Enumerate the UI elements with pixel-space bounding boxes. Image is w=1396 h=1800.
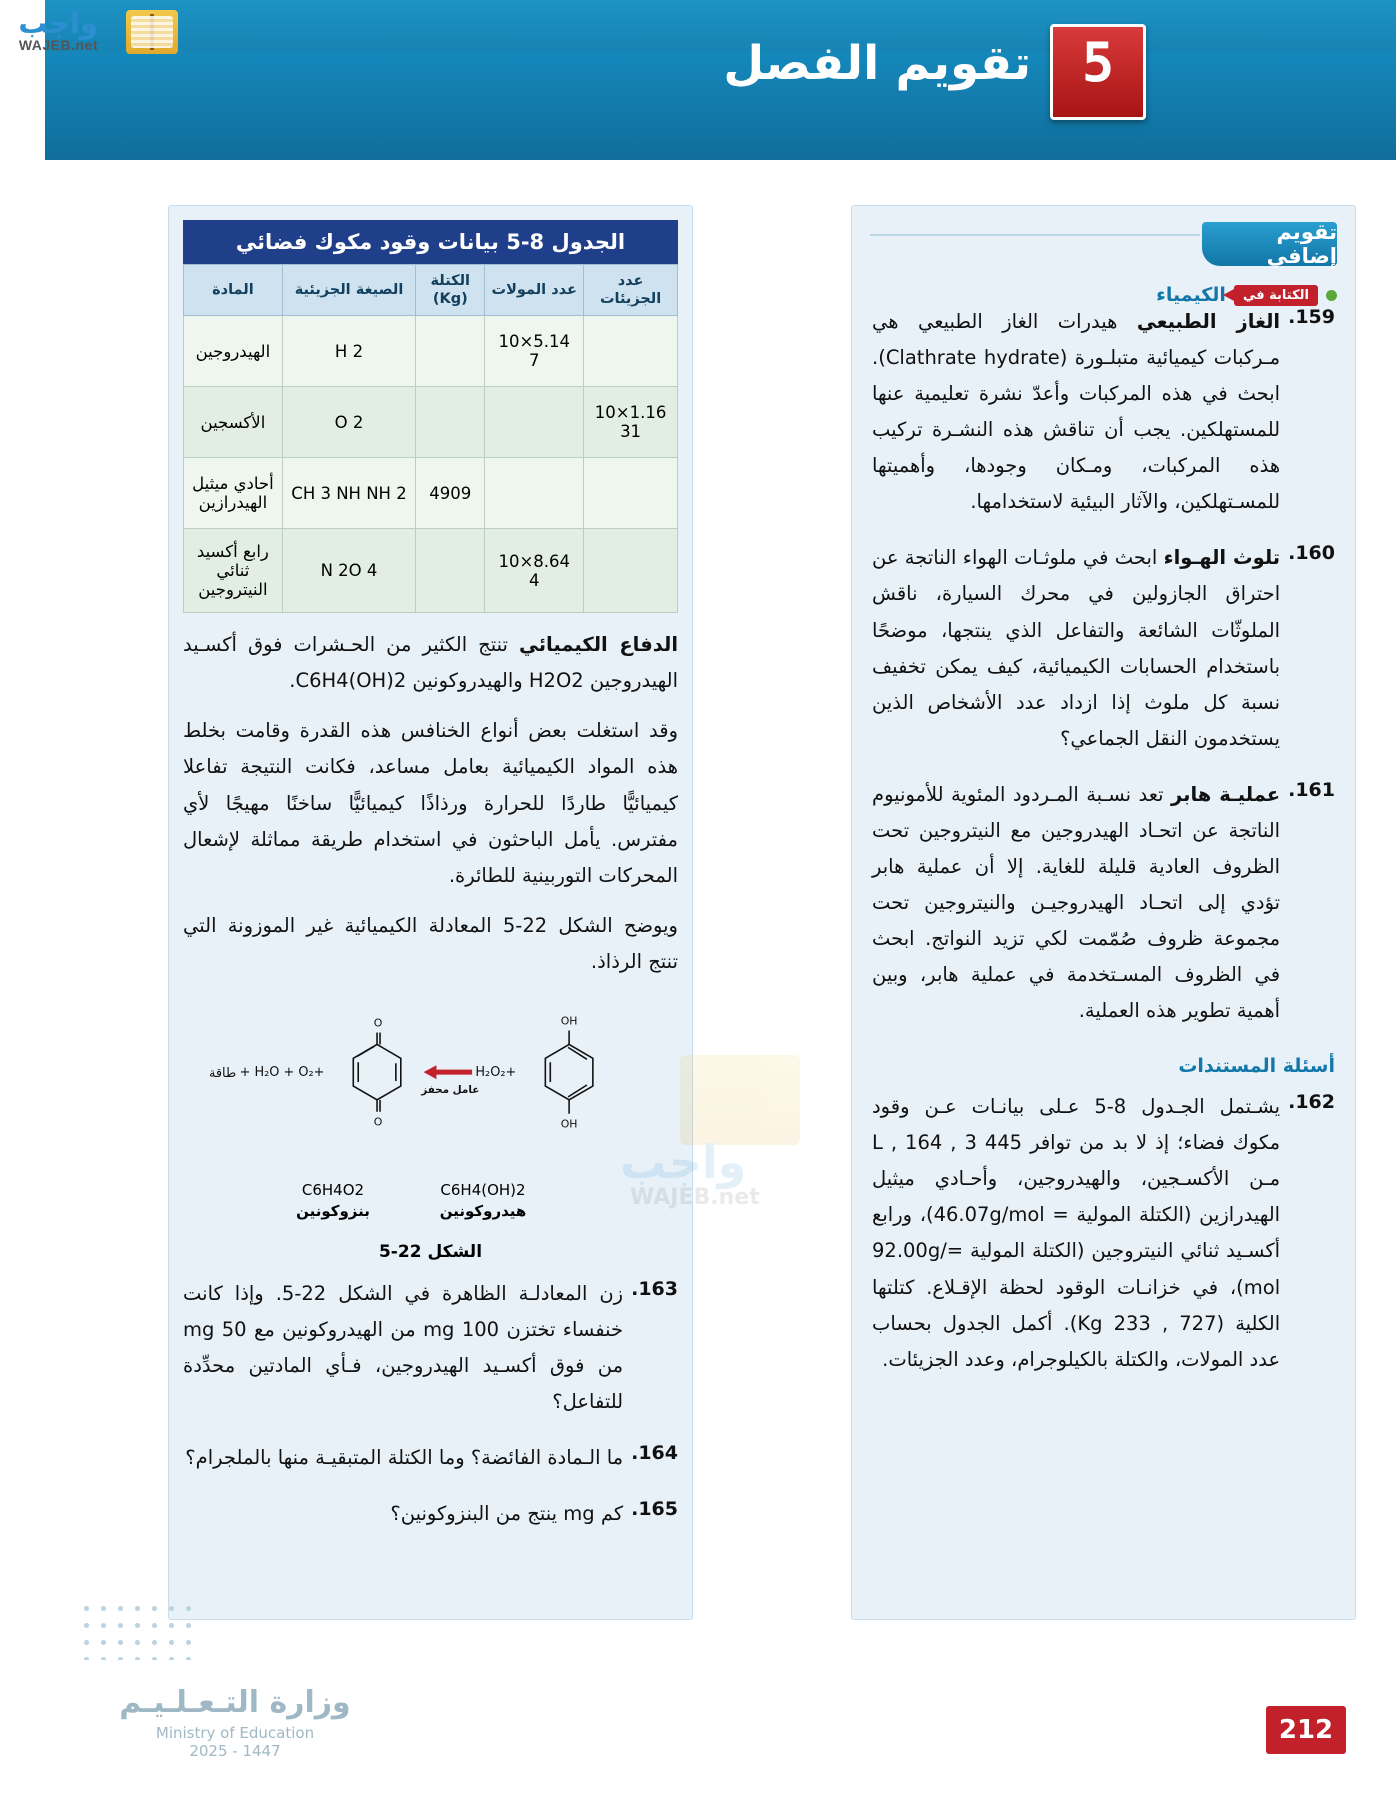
- figure-formula-left: C6H4(OH)2: [440, 1180, 526, 1199]
- question-body: تعد نسـبة المـردود المئوية للأمونيوم الناتجة عن اتحـاد الهيدروجين مع النيتروجين تحت الظروف العادية قليلة للغاية. إلا أن عملية هابر تؤدي إلى اتحـاد الهيدروجيـن والنيتروجين تحت مجموعة ظروف صُمّمت لكي تزيد النواتج. ابحث في الظروف المسـتخدمة في عملية هابر، وبين أهمية تطوير هذه العملية.: [872, 782, 1281, 1023]
- cell-mass: [416, 387, 485, 458]
- list-item: [183, 1276, 678, 1420]
- svg-text:+H₂O + O₂ +: +H₂O + O₂ +: [239, 1064, 325, 1080]
- question-number: 159.: [1288, 306, 1335, 328]
- header-blue-inner: [45, 52, 1396, 160]
- cell-moles: [485, 387, 584, 458]
- writing-label: الكيمياء: [1156, 284, 1226, 306]
- paragraph-beetles: وقد استغلت بعض أنواع الخنافس هذه القدرة وقامت بخلط هذه المواد الكيميائية بعامل مساعد، فكانت النتيجة تفاعلا كيميائيًّا طاردًا للحرارة ورذاذًا كيميائيًّا ساخنًا مهيجًا لأي مفترس. يأمل الباحثون في استخدام طريقة مماثلة لإشعال المحركات التوربينية للطائرة.: [183, 719, 678, 887]
- list-item: [872, 304, 1335, 520]
- question-text: [872, 540, 1280, 756]
- question-number: 164.: [631, 1442, 678, 1465]
- cell-material: رابع أكسيد ثنائي النيتروجين: [184, 529, 283, 613]
- table-row: [184, 458, 678, 529]
- svg-text:+H₂O₂: +H₂O₂: [475, 1064, 517, 1080]
- question-text: زن المعادلـة الظاهرة في الشكل 22-5. وإذا كانت خنفساء تختزن 100 mg من الهيدروكونين مع 50 mg من فوق أكسـيد الهيدروجين، فـأي المادتين محدِّدة للتفاعل؟: [183, 1281, 624, 1413]
- list-item: [183, 1496, 678, 1532]
- svg-text:OH: OH: [560, 1014, 578, 1028]
- table-row: [184, 387, 678, 458]
- cell-molecules: 1.16×10 31: [584, 387, 678, 458]
- question-number: 161.: [1288, 778, 1335, 801]
- site-logo: [6, 4, 176, 60]
- paragraph-chemical-defense: [183, 627, 678, 699]
- table-header-cell: الكتلة (Kg): [416, 265, 485, 316]
- cell-molecules: [584, 458, 678, 529]
- ministry-name-en: Ministry of Education: [155, 1724, 315, 1742]
- svg-text:طاقة: طاقة: [208, 1065, 237, 1081]
- cell-molecules: [584, 529, 678, 613]
- page-header: [0, 0, 1396, 175]
- question-list-left: [183, 1276, 678, 1532]
- watermark-book-icon: [680, 1055, 800, 1145]
- cell-mass: [416, 529, 485, 613]
- page-title: تقويم الفصل: [723, 36, 1031, 91]
- ministry-logo: [70, 1685, 400, 1760]
- writing-in-chemistry-heading: [1156, 284, 1337, 306]
- cell-formula: CH 3 NH NH 2: [282, 458, 415, 529]
- question-number: 165.: [631, 1498, 678, 1521]
- cell-formula: H 2: [282, 316, 415, 387]
- documents-section-heading: أسئلة المستندات: [1178, 1055, 1335, 1078]
- table-row: [184, 316, 678, 387]
- svg-text:OH: OH: [560, 1117, 578, 1131]
- svg-text:O: O: [373, 1115, 383, 1129]
- question-list-right: [872, 304, 1335, 1029]
- ministry-year: 2025 - 1447: [189, 1742, 281, 1760]
- cell-material: الأكسجين: [184, 387, 283, 458]
- question-body: ابحث في ملوثـات الهواء الناتجة عن احتراق الجازولين في محرك السيارة، ناقش الملوثّات الشائعة والتفاعل الذي ينتجها، موضحًا باستخدام الحسابات الكيميائية، كيف يمكن تخفيف نسبة كل ملوث إذا ازداد عدد الأشخاص الذين يستخدمون النقل الجماعي؟: [872, 546, 1281, 750]
- fuel-data-table: [183, 220, 678, 613]
- cell-material: الهيدروجين: [184, 316, 283, 387]
- site-logo-text: واجب: [18, 6, 98, 40]
- cell-mass: 4909: [416, 458, 485, 529]
- figure-formula-right: C6H4O2: [301, 1180, 365, 1199]
- reaction-figure: [183, 996, 678, 1176]
- table: [183, 264, 678, 613]
- svg-text:O: O: [373, 1016, 383, 1030]
- list-item: [872, 1089, 1335, 1378]
- writing-badge: الكتابة في: [1234, 285, 1318, 306]
- list-item: [872, 777, 1335, 1029]
- question-number: 163.: [631, 1277, 678, 1300]
- reaction-scheme-svg: [183, 996, 678, 1176]
- cell-mass: [416, 316, 485, 387]
- question-lead: الغاز الطبيعي: [1136, 310, 1281, 333]
- chapter-number: 5: [1081, 31, 1115, 94]
- book-icon: [126, 10, 178, 54]
- table-header-cell: عدد المولات: [485, 265, 584, 316]
- figure-name-right: بنزوكونين: [296, 1201, 370, 1220]
- cell-formula: O 2: [282, 387, 415, 458]
- reaction-arrow: [424, 1065, 473, 1079]
- decorative-dots: [78, 1600, 198, 1660]
- bullet-icon: [1326, 290, 1337, 301]
- question-body: هيدرات الغاز الطبيعي هي مـركبات كيميائية متبلـورة (Clathrate hydrate). ابحث في هذه المركبات وأعدّ نشرة تعليمية عنها للمستهلكين. يجب أن تناقش هذه النشـرة تركيب هذه المركبات، ومـكان وجودها، وأهميتها للمسـتهلكين، والآثار البيئية لاستخدامها.: [872, 310, 1281, 514]
- cell-material: أحادي ميثيل الهيدرازين: [184, 458, 283, 529]
- section-tab-additional-evaluation: تقويم إضافي: [1202, 222, 1337, 266]
- figure-label-benzoquinone: [258, 1180, 408, 1222]
- page-content: [0, 175, 1396, 1800]
- question-text: يشـتمل الجـدول 8-5 عـلى بيانـات عـن وقود مكوك فضاء؛ إذ لا بد من توافر 445 L , 164 , 3 مـن الأكسـجين، والهيدروجين، وأحـادي ميثيل الهيدرازين (الكتلة المولية = 46.07g/mol)، ورابع أكسـيد ثنائي النيتروجين (الكتلة المولية =92.00g/ mol)، في خزانـات الوقود لحظة الإقـلاع. كتلتها الكلية (727 , 233 Kg). أكمل الجدول بحساب عدد المولات، والكتلة بالكيلوجرام، وعدد الجزيئات.: [872, 1095, 1281, 1371]
- table-row: [184, 529, 678, 613]
- cell-moles: 8.64×10 4: [485, 529, 584, 613]
- paragraph-body: تنتج الكثير من الحـشرات فوق أكسـيد الهيدروجين H2O2 والهيدروكونين C6H4(OH)2.: [183, 633, 678, 693]
- cell-molecules: [584, 316, 678, 387]
- table-header-cell: المادة: [184, 265, 283, 316]
- list-item: [872, 540, 1335, 756]
- watermark-subtext: WAJEB.net: [630, 1185, 760, 1210]
- chapter-number-badge: [1050, 24, 1146, 120]
- question-text: [872, 777, 1280, 1029]
- cell-moles: [485, 458, 584, 529]
- cell-moles: 5.14×10 7: [485, 316, 584, 387]
- figure-caption: الشكل 22-5: [378, 1241, 483, 1262]
- figure-label-hydroquinone: [408, 1180, 558, 1222]
- ministry-name-ar: وزارة التـعـلـيـم: [119, 1685, 351, 1720]
- figure-labels: [183, 1180, 678, 1238]
- question-text: ما الـمادة الفائضة؟ وما الكتلة المتبقيـة منها بالملجرام؟: [185, 1446, 624, 1470]
- table-title: الجدول 8-5 بيانات وقود مكوك فضائي: [183, 220, 678, 264]
- svg-text:عامل محفز: عامل محفز: [421, 1083, 480, 1096]
- question-lead: تلوث الهـواء: [1163, 546, 1281, 570]
- additional-evaluation-column: [851, 205, 1356, 1620]
- site-logo-subtext: WAJEB.net: [18, 37, 98, 53]
- paragraph-figure-intro: ويوضح الشكل 22-5 المعادلة الكيميائية غير الموزونة التي تنتج الرذاذ.: [183, 913, 678, 973]
- section-rule: [870, 234, 1200, 256]
- question-text: [872, 304, 1280, 520]
- list-item: [183, 1440, 678, 1476]
- question-number: 160.: [1288, 542, 1335, 565]
- page-number: 212: [1266, 1706, 1346, 1754]
- table-header-row: [184, 265, 678, 316]
- cell-formula: N 2O 4: [282, 529, 415, 613]
- question-number: 162.: [1288, 1091, 1335, 1114]
- table-header-cell: الصيغة الجزيئية: [282, 265, 415, 316]
- table-and-figure-column: [168, 205, 693, 1620]
- figure-name-left: هيدروكونين: [439, 1201, 527, 1220]
- paragraph-lead: الدفاع الكيميائي: [518, 633, 679, 657]
- table-header-cell: عدد الجزيئات: [584, 265, 678, 316]
- question-lead: عمليـة هابر: [1171, 782, 1281, 806]
- question-text: كم mg ينتج من البنزوكونين؟: [390, 1502, 624, 1526]
